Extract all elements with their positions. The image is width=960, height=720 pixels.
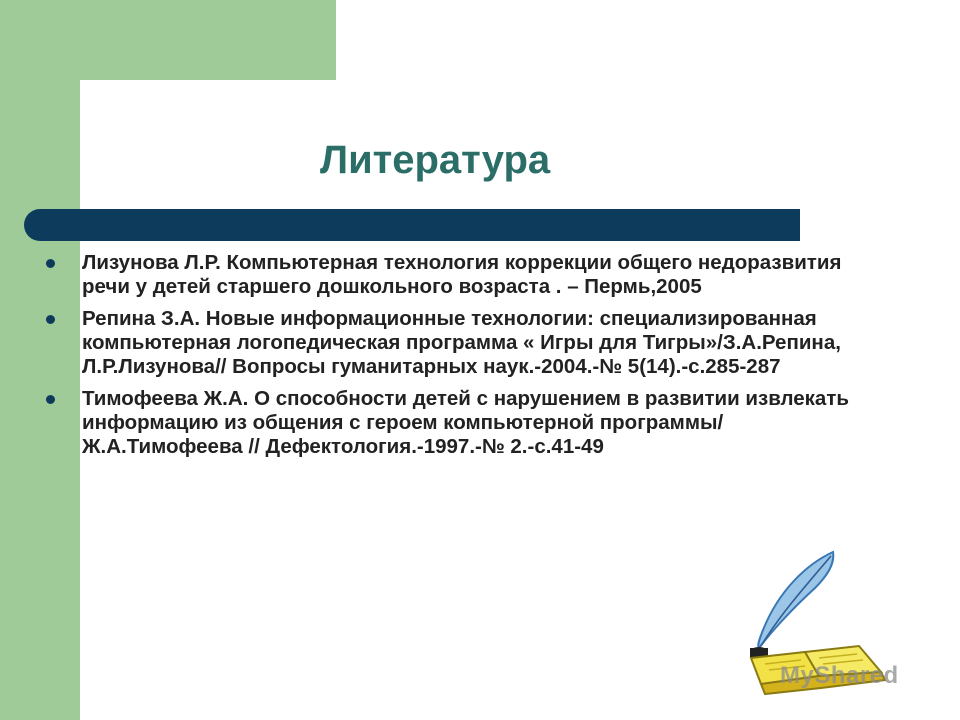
reference-list: [44, 251, 884, 467]
list-item: [44, 387, 884, 459]
title-underline-bar: [24, 209, 800, 241]
reference-text: Репина З.А. Новые информационные технологии: специализированная компьютерная логопедическая программа « Игры для Тигры»/З.А.Репина, Л.Р.Лизунова// Вопросы гуманитарных наук.-2004.-№ 5(14).-с.285-287: [82, 307, 841, 378]
reference-text: Лизунова Л.Р. Компьютерная технология коррекции общего недоразвития речи у детей старшего дошкольного возраста . – Пермь,2005: [82, 251, 842, 298]
bullet-icon: [46, 395, 55, 404]
rounded-white-corner: [80, 80, 200, 200]
top-green-block: [80, 0, 336, 80]
reference-text: Тимофеева Ж.А. О способности детей с нарушением в развитии извлекать информацию из общения с героем компьютерной программы/ Ж.А.Тимофеева // Дефектология.-1997.-№ 2.-с.41-49: [82, 387, 849, 458]
list-item: [44, 251, 884, 299]
list-item: [44, 307, 884, 379]
bullet-icon: [46, 259, 55, 268]
slide-title: Литература: [320, 138, 551, 182]
watermark: MyShared: [780, 662, 899, 689]
bullet-icon: [46, 315, 55, 324]
